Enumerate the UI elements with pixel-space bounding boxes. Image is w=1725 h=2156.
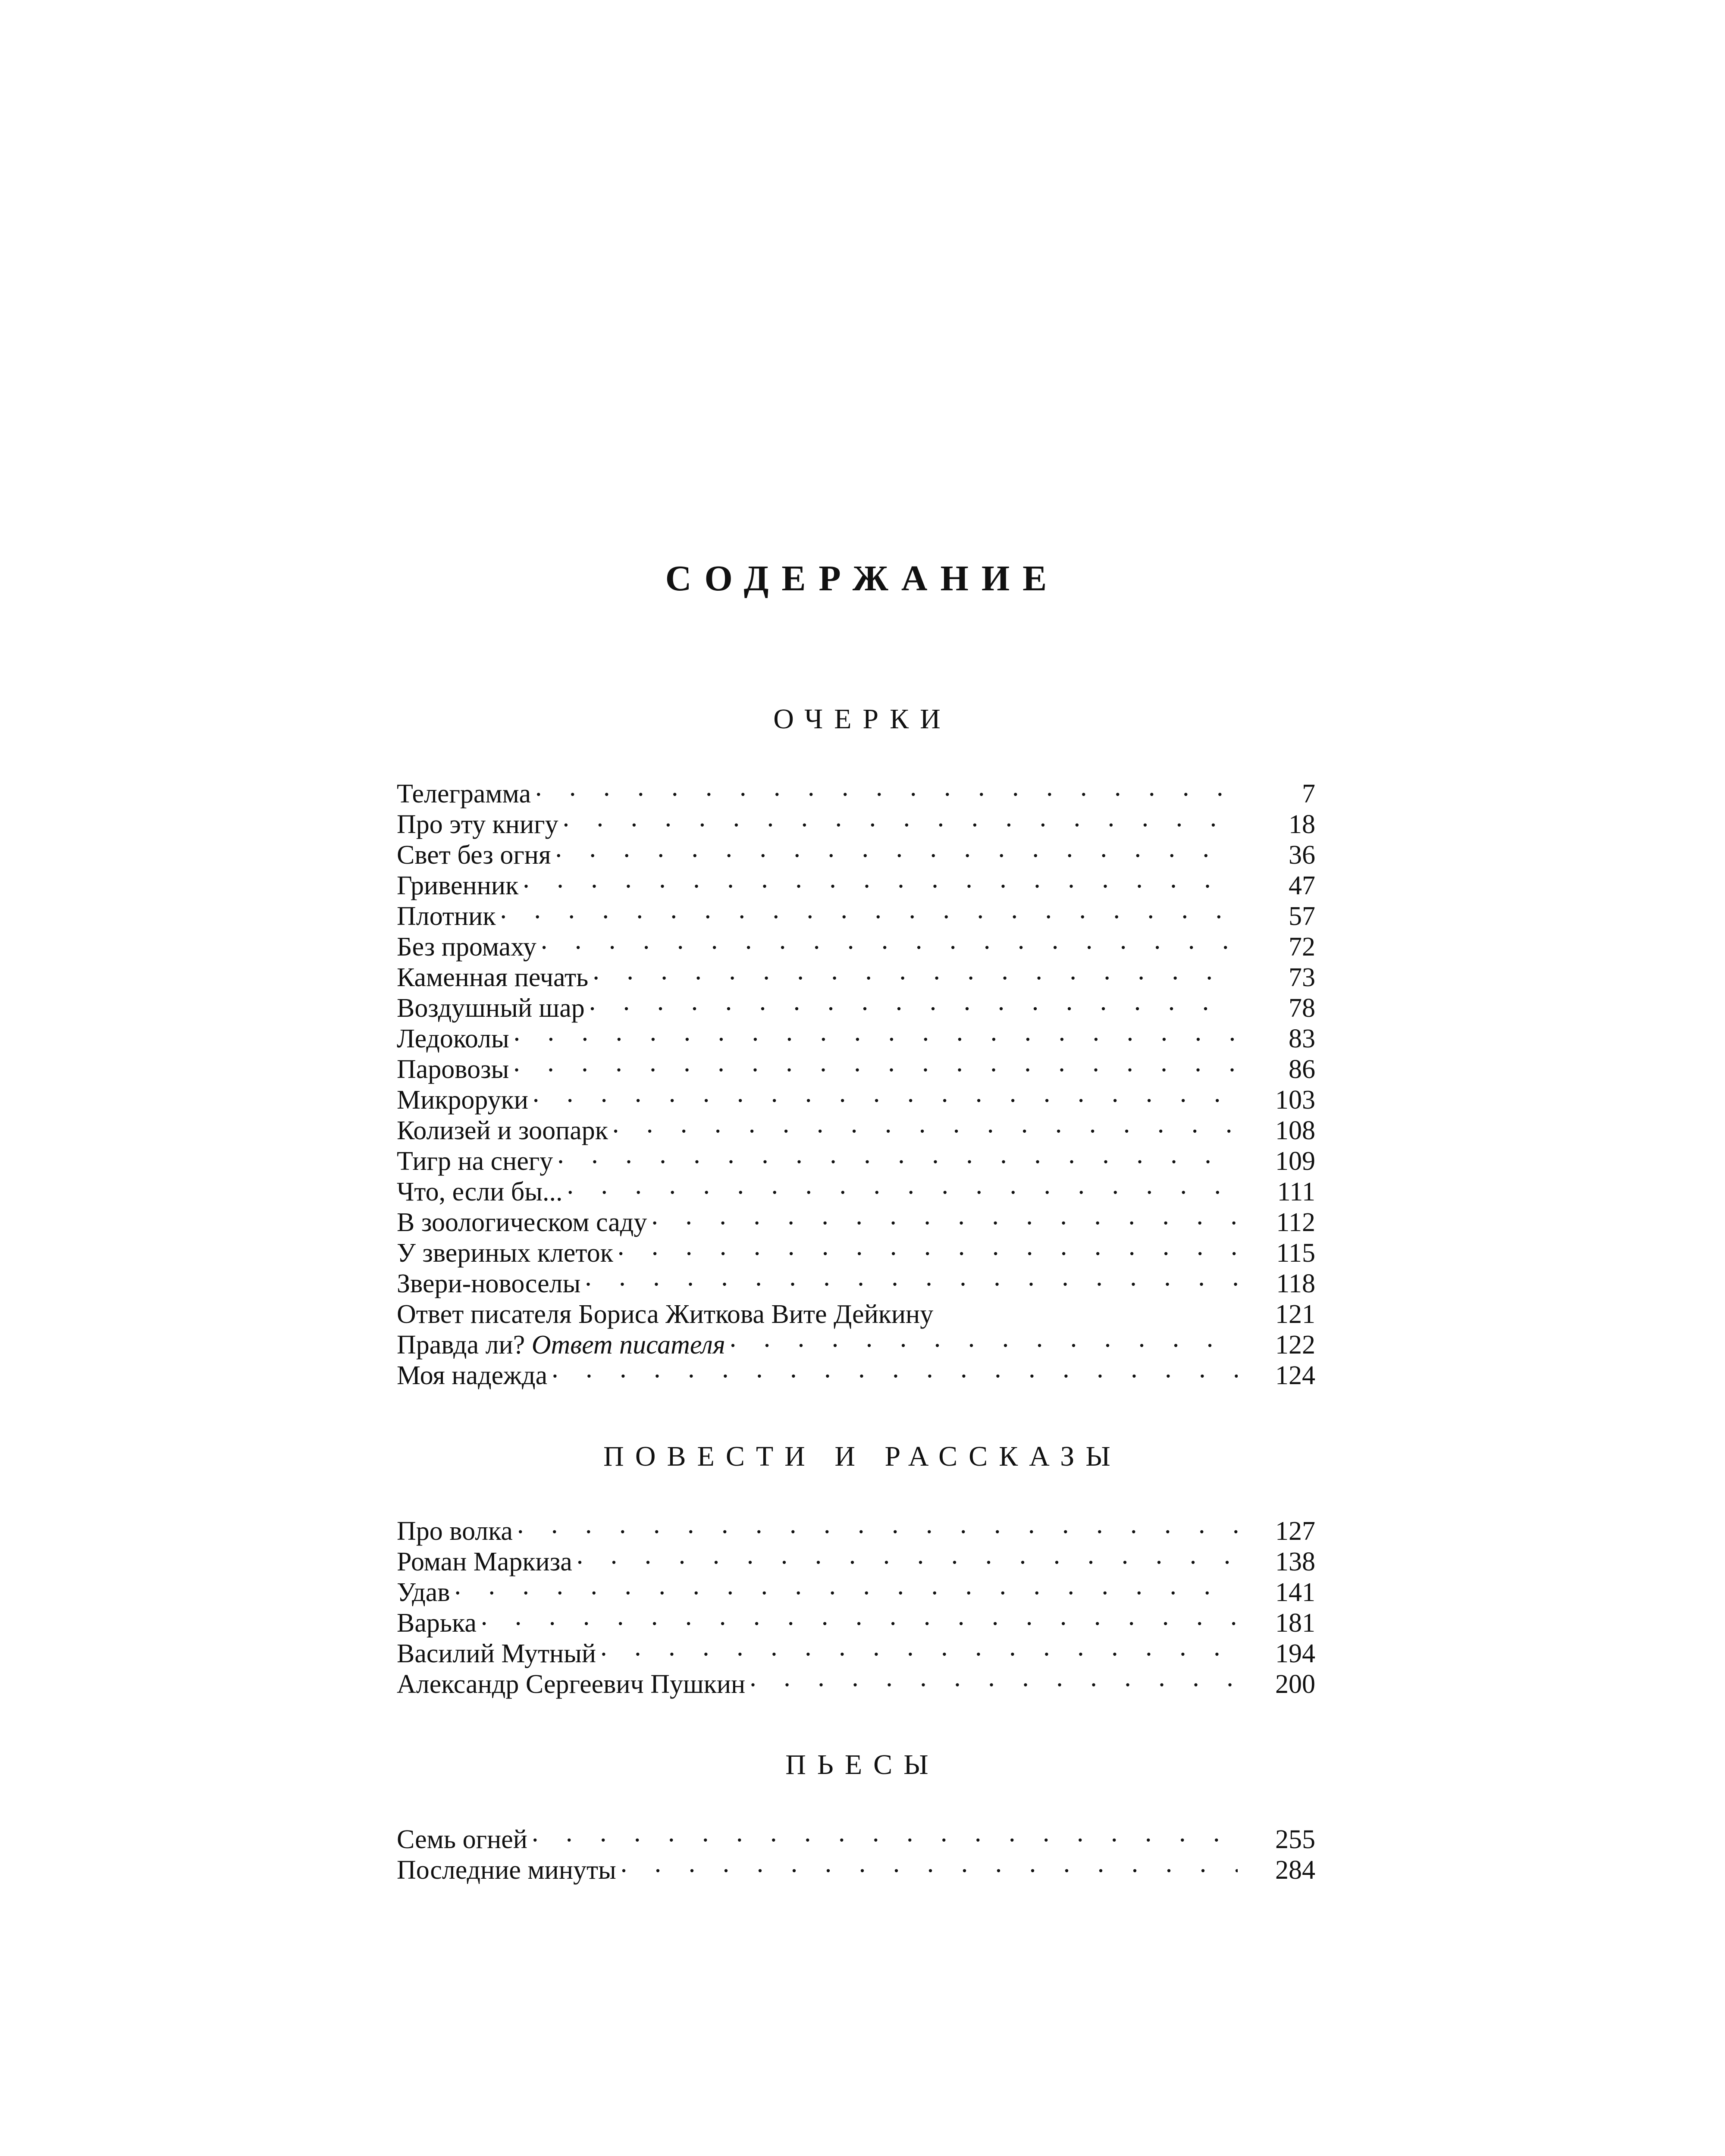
toc-entry-page-number: 255	[1238, 1824, 1315, 1855]
toc-entry-title	[397, 1146, 557, 1177]
toc-entry-title	[397, 1054, 513, 1085]
toc-entry-page-number: 103	[1238, 1085, 1315, 1116]
toc-entry	[397, 864, 1315, 900]
toc-entry	[397, 1570, 1315, 1607]
toc-entry-page-number: 109	[1238, 1146, 1315, 1177]
toc-entry-title-text: У звериных клеток	[397, 1238, 613, 1268]
toc-entry-page-number: 112	[1238, 1207, 1315, 1238]
toc-entry	[397, 1818, 1315, 1854]
dot-leader	[533, 1078, 1238, 1109]
toc-entry-title	[397, 1669, 750, 1700]
dot-leader	[555, 833, 1238, 864]
toc-entry-page-number: 194	[1238, 1639, 1315, 1669]
toc-entry-title-text: Свет без огня	[397, 840, 551, 870]
toc-entry-title-text: Семь огней	[397, 1825, 527, 1854]
toc-entry-page-number: 36	[1238, 840, 1315, 871]
toc-entry-page-number: 127	[1238, 1516, 1315, 1547]
toc-entry-title-text: Роман Маркиза	[397, 1547, 572, 1576]
toc-entry-title-text: Колизей и зоопарк	[397, 1116, 608, 1145]
toc-entry	[397, 1632, 1315, 1668]
toc-entry-title	[397, 1608, 481, 1639]
toc-entry-page-number: 181	[1238, 1608, 1315, 1639]
toc-entry-title-text: Ледоколы	[397, 1024, 509, 1053]
toc-entry-title-text: Про волка	[397, 1517, 513, 1546]
dot-leader	[513, 1047, 1238, 1078]
dot-leader	[567, 1170, 1238, 1200]
toc-entry-title-text: Тигр на снегу	[397, 1147, 553, 1176]
dot-leader	[577, 1540, 1238, 1570]
toc-list-pesy	[397, 1818, 1315, 1885]
toc-entry-title	[397, 1577, 455, 1608]
toc-entry	[397, 894, 1315, 931]
toc-entry-title	[397, 1207, 651, 1238]
toc-entry-title-text: Правда ли?	[397, 1330, 525, 1360]
dot-leader	[514, 1017, 1238, 1047]
dot-leader	[621, 1848, 1238, 1879]
toc-entry-title	[397, 1238, 618, 1269]
dot-leader	[618, 1231, 1238, 1262]
dot-leader	[532, 1818, 1238, 1848]
dot-leader	[481, 1601, 1238, 1632]
toc-entry-page-number: 200	[1238, 1669, 1315, 1700]
toc-entry-page-number: 284	[1238, 1855, 1315, 1886]
toc-entry-title-text: Что, если бы...	[397, 1177, 563, 1206]
toc-entry	[397, 1047, 1315, 1084]
toc-entry-title-text: Без промаху	[397, 932, 536, 962]
toc-entry-title	[397, 1855, 621, 1886]
toc-entry-title	[397, 1360, 552, 1391]
toc-entry-title	[397, 1824, 532, 1855]
dot-leader	[535, 772, 1238, 802]
toc-entry-page-number: 138	[1238, 1547, 1315, 1577]
toc-entry-title-text: Варька	[397, 1608, 477, 1638]
dot-leader	[600, 1632, 1238, 1662]
toc-entry-title-text: Телеграмма	[397, 779, 531, 808]
dot-leader	[523, 864, 1238, 894]
toc-entry-title	[397, 1024, 514, 1054]
toc-entry-title-text: Ответ писателя Бориса Житкова Вите Дейкину	[397, 1300, 934, 1329]
toc-entry-title-text: Про эту книгу	[397, 810, 558, 839]
toc-entry-title-text: Гривенник	[397, 871, 519, 900]
toc-entry	[397, 1109, 1315, 1145]
dot-leader	[455, 1570, 1238, 1601]
toc-entry-page-number: 7	[1238, 779, 1315, 809]
toc-entry-page-number: 73	[1238, 962, 1315, 993]
toc-entry-page-number: 18	[1238, 809, 1315, 840]
toc-entry-title-text: Плотник	[397, 902, 496, 931]
toc-entry	[397, 1017, 1315, 1053]
section-heading-ocherki: ОЧЕРКИ	[773, 703, 952, 735]
dot-leader	[651, 1200, 1238, 1231]
toc-entry-title	[397, 962, 593, 993]
page-title: СОДЕРЖАНИЕ	[665, 558, 1060, 599]
toc-entry-title-text: Последние минуты	[397, 1855, 616, 1885]
toc-entry-title-text: Воздушный шар	[397, 993, 585, 1023]
dot-leader	[730, 1323, 1238, 1354]
toc-list-ocherki	[397, 772, 1315, 1390]
dot-leader	[589, 986, 1238, 1017]
toc-list-povesti	[397, 1509, 1315, 1699]
toc-entry-title	[397, 809, 563, 840]
toc-entry-title-text: Моя надежда	[397, 1361, 548, 1390]
toc-entry-page-number: 78	[1238, 993, 1315, 1024]
dot-leader	[750, 1662, 1238, 1693]
toc-entry	[397, 1848, 1315, 1885]
toc-entry-title	[397, 932, 541, 962]
dot-leader	[563, 802, 1238, 833]
toc-entry-page-number: 83	[1238, 1024, 1315, 1054]
toc-entry-page-number: 122	[1238, 1330, 1315, 1360]
toc-entry-page-number: 47	[1238, 871, 1315, 901]
toc-entry-title-italic: Ответ писателя	[531, 1330, 725, 1360]
section-heading-pesy: ПЬЕСЫ	[785, 1749, 940, 1780]
toc-entry	[397, 1078, 1315, 1115]
dot-leader	[585, 1262, 1238, 1292]
toc-entry-title-text: Звери-новоселы	[397, 1269, 581, 1298]
dot-leader	[593, 956, 1238, 986]
toc-entry	[397, 1509, 1315, 1546]
toc-entry-title	[397, 901, 500, 932]
toc-entry-title	[397, 1177, 567, 1207]
toc-entry-title	[397, 1639, 600, 1669]
toc-entry-page-number: 141	[1238, 1577, 1315, 1608]
toc-entry-title-text: Александр Сергеевич Пушкин	[397, 1670, 746, 1699]
toc-entry-page-number: 57	[1238, 901, 1315, 932]
toc-entry-title-text: Каменная печать	[397, 963, 589, 992]
dot-leader	[938, 1292, 1238, 1323]
toc-entry-page-number: 108	[1238, 1116, 1315, 1146]
dot-leader	[541, 925, 1238, 956]
dot-leader	[557, 1139, 1238, 1170]
dot-leader	[500, 894, 1238, 925]
toc-entry-page-number: 72	[1238, 932, 1315, 962]
toc-entry-page-number: 115	[1238, 1238, 1315, 1269]
toc-entry-title-text: Василий Мутный	[397, 1639, 596, 1668]
toc-entry-page-number: 86	[1238, 1054, 1315, 1085]
dot-leader	[517, 1509, 1238, 1540]
toc-entry-title	[397, 1516, 517, 1547]
toc-entry-title-text: Удав	[397, 1578, 450, 1607]
toc-entry-title-text: В зоологическом саду	[397, 1208, 647, 1237]
section-heading-povesti: ПОВЕСТИ И РАССКАЗЫ	[603, 1441, 1122, 1472]
toc-entry-title-text: Паровозы	[397, 1055, 509, 1084]
toc-entry	[397, 1601, 1315, 1638]
toc-entry-title	[397, 779, 535, 809]
toc-entry-page-number: 118	[1238, 1269, 1315, 1299]
toc-entry-title	[397, 1269, 585, 1299]
dot-leader	[552, 1354, 1238, 1384]
toc-entry	[397, 925, 1315, 962]
toc-entry-page-number: 121	[1238, 1299, 1315, 1330]
toc-entry	[397, 772, 1315, 808]
toc-entry-page-number: 124	[1238, 1360, 1315, 1391]
toc-entry-title	[397, 1085, 533, 1116]
dot-leader	[612, 1109, 1238, 1139]
toc-entry-page-number: 111	[1238, 1177, 1315, 1207]
toc-entry-title-text: Микроруки	[397, 1085, 528, 1115]
toc-entry	[397, 1540, 1315, 1576]
